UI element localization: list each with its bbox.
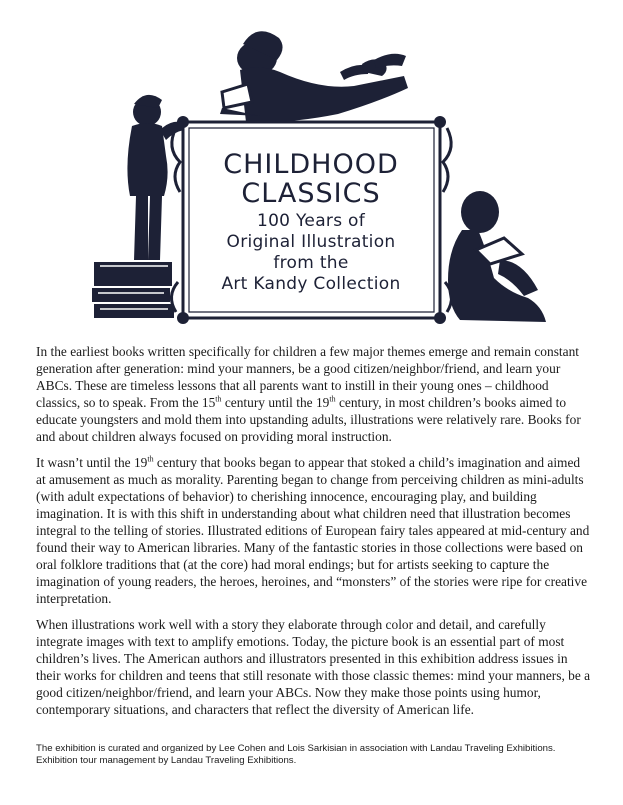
subtitle-line-4: Art Kandy Collection [221, 274, 401, 294]
body-text [36, 343, 592, 727]
credit-line: The exhibition is curated and organized by Lee Cohen and Lois Sarkisian in association with Landau Traveling Exhibitions. Exhibition tour management by Landau Traveling Exhibitions. [36, 743, 556, 766]
title-line-classics: CLASSICS [241, 178, 381, 209]
paragraph-1: In the earliest books written specifically for children a few major themes emerge and remain constant generation after generation: mind your manners, be a good citizen/neighbor/friend, and learn your ABCs. These are timeless lessons that all parents want to instill in their young ones – childhood classics, so to speak. From the 15th century until the 19th century, in most children’s books aimed to educate youngsters and mold them into upstanding adults, illustrations were relatively rare. Books for and about children always focused on providing moral instruction. [36, 344, 581, 444]
paragraph-2: It wasn’t until the 19th century that books began to appear that stoked a child’s imagination and aimed at amusement as much as morality. Parenting began to change from perceiving children as mini-adults (with adult expectations of behavior) to cherishing innocence, encouraging play, and building imagination. It is with this shift in understanding about what children need that illustration becomes integral to the telling of stories. Illustrated editions of European fairy tales appeared at mid-century and found their way to American libraries. Many of the fantastic stories in those collections were based on oral folklore traditions that (at the core) had moral endings; but for artists seeking to capture the imagination of young readers, the heroes, heroines, and “monsters” of the stories were ripe for creative interpretation. [36, 454, 590, 606]
subtitle-line-1: 100 Years of [256, 211, 366, 231]
subtitle-line-3: from the [273, 253, 349, 273]
girl-reading-silhouette [220, 31, 408, 122]
sitting-child-silhouette [448, 191, 546, 322]
title-line-childhood: CHILDHOOD [223, 149, 399, 180]
subtitle-line-2: Original Illustration [226, 232, 396, 252]
paragraph-3: When illustrations work well with a story they elaborate through color and detail, and carefully integrate images with text to amplify emotions. Today, the picture book is an essential part of most children’s lives. The American authors and illustrators presented in this exhibition address issues in their works for children and teens that still resonate with those classic themes: mind your manners, be a good citizen/neighbor/friend, and learn your ABCs. Now they make those points using humor, contemporary situations, and characters that reflect the diversity of American life. [36, 617, 591, 717]
book-stack-silhouette [92, 262, 174, 318]
exhibition-title [183, 150, 439, 295]
